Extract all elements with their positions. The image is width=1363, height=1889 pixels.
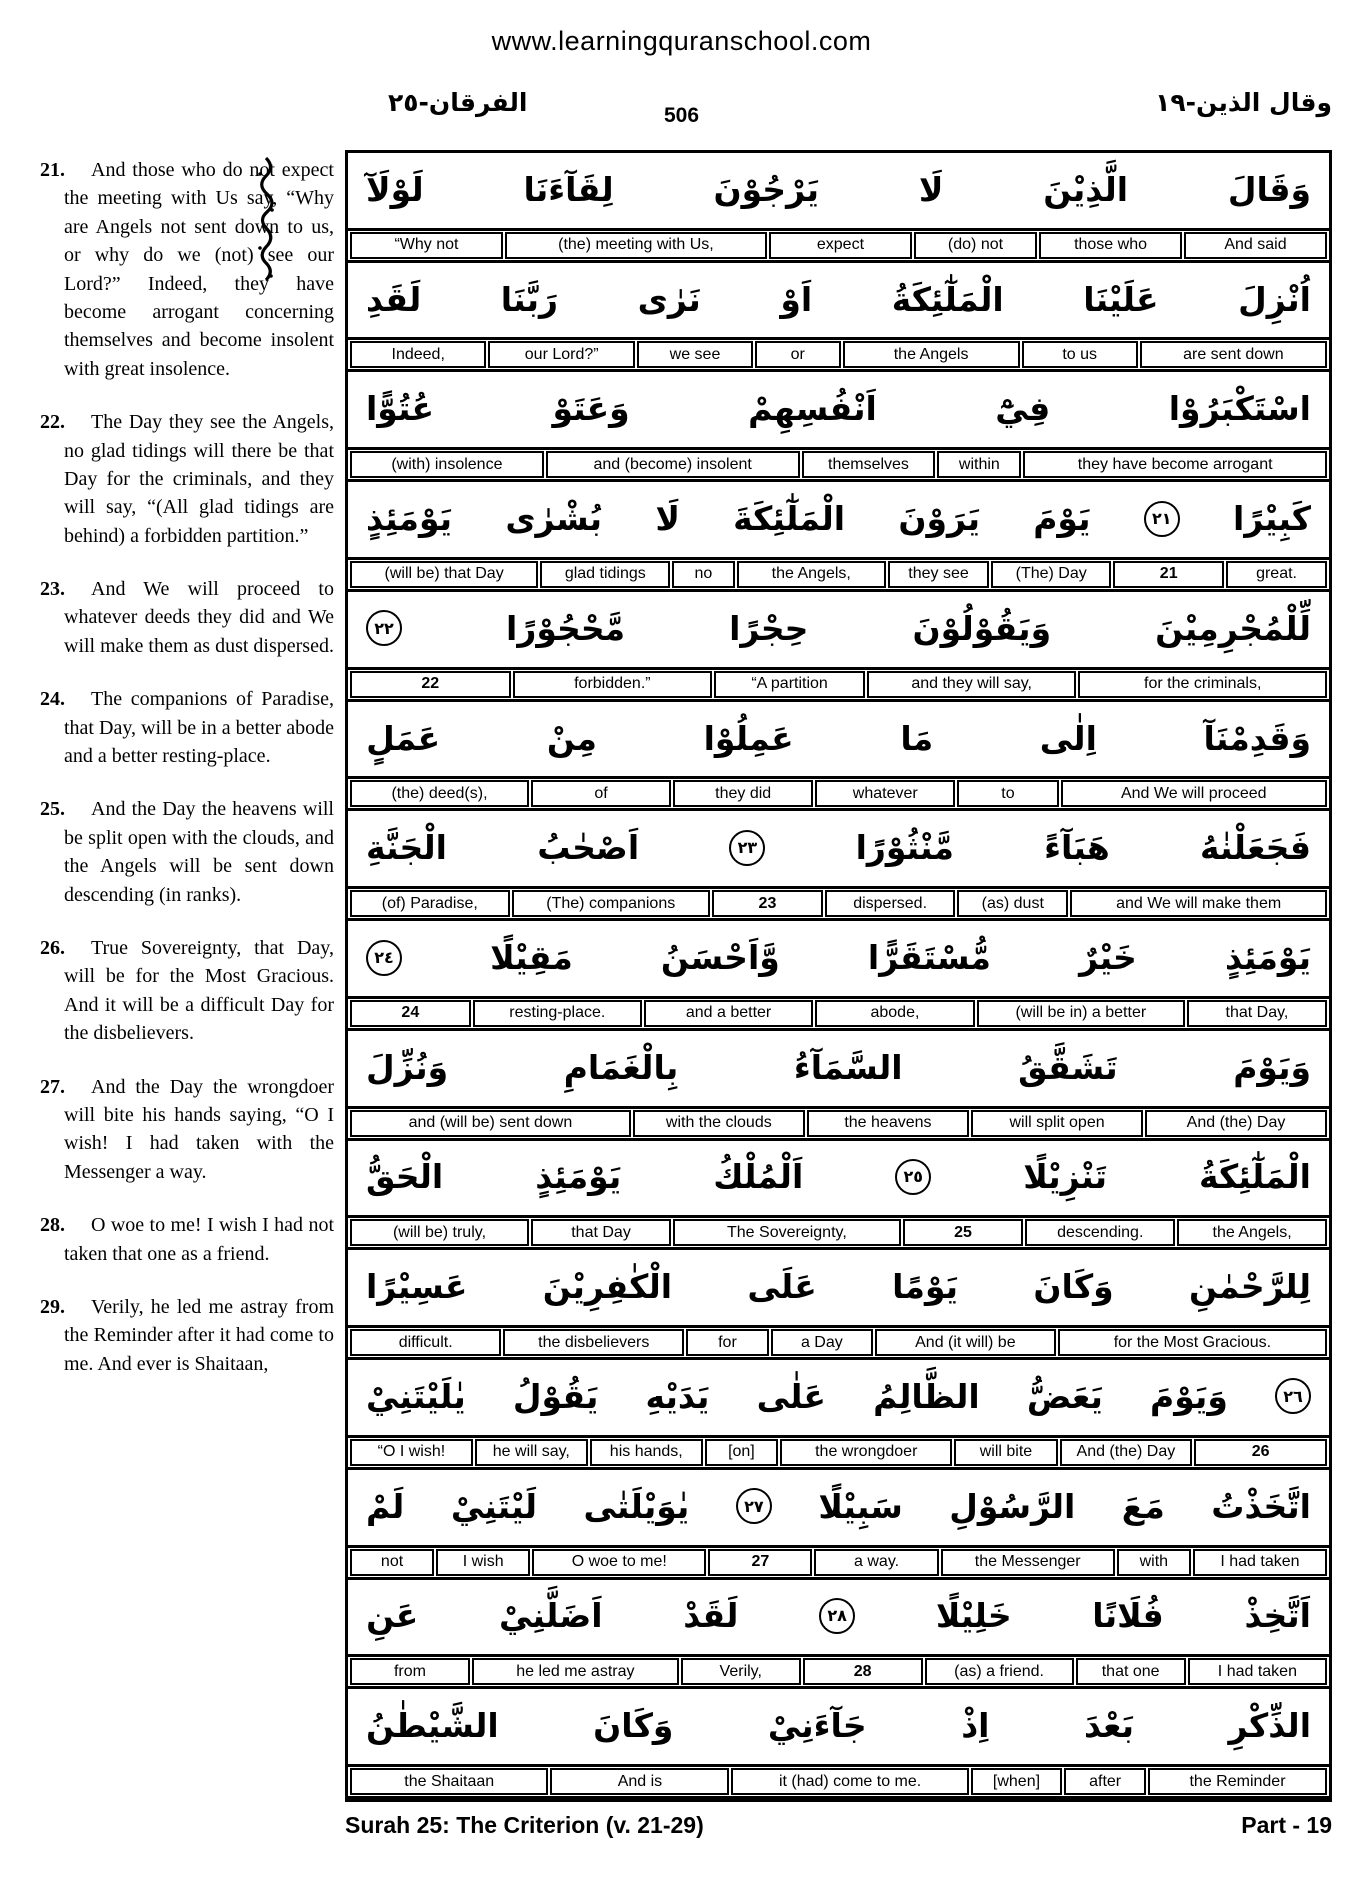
- translation-cell: are sent down: [1140, 341, 1327, 368]
- translation-strip: [348, 1545, 1329, 1580]
- translation-cell: “O I wish!: [350, 1439, 473, 1466]
- translation-cell: and We will make them: [1070, 890, 1327, 917]
- translation-strip: [348, 1764, 1329, 1799]
- translation-cell: those who: [1039, 232, 1182, 259]
- translation-cell: resting-place.: [473, 1000, 642, 1027]
- arabic-line: [348, 1031, 1329, 1106]
- arabic-line: [348, 702, 1329, 777]
- quran-row: [348, 1141, 1329, 1251]
- arabic-word: خَيْرٌ: [1079, 938, 1137, 977]
- verse-number: 23.: [40, 578, 65, 601]
- translation-cell: (the) deed(s),: [350, 780, 529, 807]
- arabic-line: [348, 592, 1329, 667]
- arabic-word: فُلَانًا: [1092, 1596, 1164, 1636]
- translation-cell: (will be) that Day: [350, 561, 538, 588]
- verse-translation: 26. True Sovereignty, that Day, will be for the Most Gracious. And it will be a difficult Day for the disbelievers.: [40, 936, 334, 1045]
- translation-strip: [348, 1435, 1329, 1470]
- footer-part-number: Part - 19: [1241, 1812, 1332, 1838]
- quran-row: [348, 1250, 1329, 1360]
- arabic-line: [348, 1470, 1329, 1545]
- arabic-word: مَعَ: [1121, 1486, 1165, 1526]
- arabic-word: لَقَدْ: [683, 1596, 739, 1636]
- arabic-word: وَقَالَ: [1227, 169, 1311, 209]
- arabic-word: لِّلْمُجْرِمِيْنَ: [1155, 608, 1311, 648]
- verse-number: 22.: [40, 411, 65, 434]
- arabic-word: عُتُوًّا: [366, 389, 435, 429]
- translation-strip: [348, 886, 1329, 921]
- quran-word-table: [345, 150, 1332, 1802]
- arabic-word: الرَّسُوْلِ: [949, 1486, 1076, 1526]
- translation-strip: [348, 447, 1329, 482]
- translation-cell: his hands,: [590, 1439, 703, 1466]
- arabic-line: [348, 1250, 1329, 1325]
- arabic-word: عَسِيْرًا: [366, 1267, 468, 1307]
- arabic-word: يَدَيْهِ: [645, 1376, 710, 1416]
- quran-row: [348, 372, 1329, 482]
- translation-cell: 21: [1113, 561, 1224, 588]
- ayah-number-badge: ٢٨: [819, 1598, 855, 1634]
- arabic-word: عَمِلُوْا: [703, 718, 794, 758]
- translation-cell: great.: [1226, 561, 1327, 588]
- translation-cell: [when]: [971, 1768, 1063, 1795]
- translation-strip: [348, 1215, 1329, 1250]
- arabic-word: مَا: [900, 718, 934, 758]
- translation-cell: O woe to me!: [532, 1549, 706, 1576]
- quran-row: [348, 702, 1329, 812]
- page-number: 506: [663, 104, 700, 127]
- translation-cell: Verily,: [681, 1658, 801, 1685]
- arabic-word: رَبَّنَا: [500, 279, 559, 319]
- quran-row: [348, 1580, 1329, 1690]
- arabic-word: اسْتَكْبَرُوْا: [1168, 389, 1311, 429]
- arabic-word: اَنْفُسِهِمْ: [748, 389, 877, 429]
- translation-cell: the heavens: [807, 1110, 969, 1137]
- translation-cell: “A partition: [714, 671, 865, 698]
- translation-cell: And (it will) be: [875, 1329, 1056, 1356]
- quran-row: [348, 811, 1329, 921]
- arabic-word: اَوْ: [780, 279, 813, 319]
- translation-cell: within: [937, 451, 1021, 478]
- translation-cell: for: [686, 1329, 769, 1356]
- arabic-word: وَقَدِمْنَآ: [1203, 718, 1311, 758]
- translation-cell: will bite: [954, 1439, 1057, 1466]
- arabic-word: خَلِيْلًا: [935, 1596, 1012, 1636]
- arabic-line: [348, 921, 1329, 996]
- arabic-word: كَبِيْرًا: [1233, 499, 1311, 539]
- arabic-word: وَكَانَ: [1033, 1267, 1114, 1307]
- arabic-word: الشَّيْطٰنُ: [366, 1706, 499, 1746]
- translation-cell: they did: [673, 780, 813, 807]
- verse-translation: 29. Verily, he led me astray from the Reminder after it had come to me. And ever is Shaitaan,: [40, 1295, 334, 1375]
- translation-cell: they see: [888, 561, 989, 588]
- translation-cell: (The) Day: [991, 561, 1111, 588]
- translation-cell: And (the) Day: [1060, 1439, 1193, 1466]
- arabic-word: يَرَوْنَ: [898, 499, 980, 539]
- arabic-word: السَّمَآءُ: [793, 1047, 903, 1087]
- verse-number: 29.: [40, 1295, 65, 1318]
- translation-cell: the Angels: [843, 341, 1020, 368]
- quran-row: [348, 1470, 1329, 1580]
- translation-cell: and a better: [644, 1000, 813, 1027]
- translation-cell: whatever: [815, 780, 955, 807]
- arabic-word: يَقُوْلُ: [512, 1376, 599, 1416]
- ayah-number-badge: ٢٦: [1275, 1378, 1311, 1414]
- translation-cell: The Sovereignty,: [673, 1219, 901, 1246]
- translation-cell: I wish: [436, 1549, 530, 1576]
- arabic-word: الذِّكْرِ: [1228, 1706, 1311, 1746]
- translation-cell: I had taken: [1188, 1658, 1327, 1685]
- translation-cell: and (become) insolent: [546, 451, 800, 478]
- translation-cell: difficult.: [350, 1329, 501, 1356]
- translation-cell: not: [350, 1549, 434, 1576]
- surah-header-arabic: الفرقان-٢٥: [388, 88, 528, 117]
- verse-translation: 25. And the Day the heavens will be split open with the clouds, and the Angels will be sent down descending (in ranks).: [40, 798, 334, 906]
- arabic-word: وَيَوْمَ: [1150, 1376, 1228, 1416]
- arabic-word: لَوْلَآ: [366, 169, 424, 209]
- translation-cell: the Angels,: [1177, 1219, 1327, 1246]
- arabic-word: وَّاَحْسَنُ: [660, 938, 780, 977]
- arabic-word: تَشَقَّقُ: [1018, 1047, 1118, 1087]
- translation-cell: the wrongdoer: [780, 1439, 952, 1466]
- arabic-word: لَيْتَنِيْ: [450, 1486, 538, 1526]
- arabic-word: اَصْحٰبُ: [537, 828, 640, 868]
- arabic-line: [348, 811, 1329, 886]
- translation-cell: 22: [350, 671, 511, 698]
- arabic-word: لَقَدِ: [366, 279, 422, 319]
- translation-cell: with: [1117, 1549, 1191, 1576]
- translation-cell: 23: [712, 890, 823, 917]
- arabic-word: مِنْ: [546, 718, 597, 758]
- translation-cell: to: [957, 780, 1058, 807]
- translation-cell: I had taken: [1193, 1549, 1327, 1576]
- verse-translation: 27. And the Day the wrongdoer will bite his hands saying, “O I wish! I had taken with the Messenger a way.: [40, 1075, 334, 1183]
- translation-cell: the disbelievers: [503, 1329, 684, 1356]
- juz-header-arabic: وقال الذين-١٩: [1155, 88, 1332, 117]
- translation-cell: And We will proceed: [1061, 780, 1327, 807]
- translation-cell: descending.: [1025, 1219, 1175, 1246]
- arabic-word: مُّسْتَقَرًّا: [867, 938, 991, 977]
- arabic-word: لَا: [655, 499, 680, 539]
- arabic-word: عَنِ: [366, 1596, 419, 1636]
- verse-number: 24.: [40, 688, 65, 711]
- translation-cell: or: [755, 341, 840, 368]
- translation-cell: dispersed.: [825, 890, 955, 917]
- translation-strip: [348, 228, 1329, 263]
- translation-cell: 24: [350, 1000, 471, 1027]
- arabic-word: الْمَلٰٓئِكَةَ: [733, 499, 846, 539]
- translation-cell: we see: [637, 341, 753, 368]
- arabic-line: [348, 1141, 1329, 1216]
- verse-number: 26.: [40, 936, 65, 959]
- verse-number: 21.: [40, 159, 65, 181]
- arabic-word: الْجَنَّةِ: [366, 828, 447, 868]
- arabic-word: بُشْرٰى: [505, 499, 603, 539]
- arabic-line: [348, 1689, 1329, 1764]
- arabic-word: تَنْزِيْلًا: [1023, 1157, 1108, 1197]
- arabic-line: [348, 372, 1329, 447]
- arabic-word: وَيَقُوْلُوْنَ: [912, 608, 1052, 648]
- quran-row: [348, 1360, 1329, 1470]
- translation-cell: our Lord?”: [488, 341, 635, 368]
- quran-row: [348, 263, 1329, 373]
- arabic-line: [348, 263, 1329, 338]
- arabic-word: يٰوَيْلَتٰى: [583, 1486, 690, 1526]
- translation-strip: [348, 1106, 1329, 1141]
- verse-number: 25.: [40, 798, 65, 821]
- translation-strip: [348, 667, 1329, 702]
- translation-strip: [348, 996, 1329, 1031]
- arabic-word: يَوْمًا: [892, 1267, 959, 1307]
- arabic-word: مَقِيْلًا: [490, 938, 573, 977]
- translation-cell: And is: [550, 1768, 729, 1795]
- translation-cell: it (had) come to me.: [731, 1768, 968, 1795]
- arabic-word: يٰلَيْتَنِيْ: [366, 1376, 466, 1416]
- ayah-number-badge: ٢٣: [729, 830, 765, 866]
- arabic-word: الْحَقُّ: [366, 1157, 444, 1197]
- translation-strip: [348, 1654, 1329, 1689]
- ayah-number-badge: ٢٧: [736, 1488, 772, 1524]
- arabic-word: لَا: [918, 169, 944, 209]
- translation-cell: the Reminder: [1148, 1768, 1327, 1795]
- translation-cell: 25: [903, 1219, 1024, 1246]
- translation-cell: (of) Paradise,: [350, 890, 510, 917]
- arabic-word: اَتَّخِذْ: [1244, 1596, 1311, 1636]
- arabic-word: الظَّالِمُ: [873, 1376, 980, 1416]
- footer-surah-title: Surah 25: The Criterion (v. 21-29): [345, 1812, 704, 1838]
- arabic-word: نَرٰى: [637, 279, 701, 319]
- translation-strip: [348, 1325, 1329, 1360]
- arabic-word: وَنُزِّلَ: [366, 1047, 449, 1087]
- arabic-word: عَلَى: [747, 1267, 817, 1307]
- translation-cell: (will be) truly,: [350, 1219, 529, 1246]
- translation-cell: Indeed,: [350, 341, 486, 368]
- arabic-word: اُنْزِلَ: [1238, 279, 1311, 319]
- arabic-line: [348, 153, 1329, 228]
- arabic-line: [348, 482, 1329, 557]
- arabic-word: الْمَلٰٓئِكَةُ: [891, 279, 1004, 319]
- translation-strip: [348, 337, 1329, 372]
- arabic-word: عَلَيْنَا: [1083, 279, 1159, 319]
- translation-cell: (the) meeting with Us,: [505, 232, 767, 259]
- translation-cell: forbidden.”: [513, 671, 713, 698]
- translation-cell: 26: [1194, 1439, 1327, 1466]
- translation-cell: that Day: [531, 1219, 671, 1246]
- arabic-word: يَوْمَئِذٍ: [366, 499, 453, 539]
- arabic-line: [348, 1580, 1329, 1655]
- verse-translation: 24. The companions of Paradise, that Day, will be in a better abode and a better resting-place.: [40, 688, 334, 768]
- verse-translation: 21. And those who do not expect the meeting with Us say, “Why are Angels not sent down to us, or why do we (not) see our Lord?” Indeed, they have become arrogant concerning themselves and become insolent with great insolence.: [40, 159, 334, 380]
- translation-cell: (do) not: [914, 232, 1037, 259]
- translation-cell: from: [350, 1658, 470, 1685]
- translation-cell: the Messenger: [941, 1549, 1115, 1576]
- translation-strip: [348, 557, 1329, 592]
- verse-number: 28.: [40, 1214, 65, 1237]
- translation-cell: that Day,: [1187, 1000, 1327, 1027]
- translation-cell: expect: [769, 232, 912, 259]
- translation-cell: (with) insolence: [350, 451, 544, 478]
- translation-cell: (as) a friend.: [925, 1658, 1074, 1685]
- arabic-line: [348, 1360, 1329, 1435]
- ayah-number-badge: ٢٥: [895, 1159, 931, 1195]
- arabic-word: جَآءَنِيْ: [767, 1706, 867, 1746]
- arabic-word: عَمَلٍ: [366, 718, 441, 758]
- quran-row: [348, 1689, 1329, 1799]
- arabic-word: مَّحْجُوْرًا: [506, 608, 626, 648]
- arabic-word: فَجَعَلْنٰهُ: [1200, 828, 1311, 868]
- arabic-word: اِذْ: [961, 1706, 990, 1746]
- quran-row: [348, 592, 1329, 702]
- arabic-word: يَوْمَ: [1033, 499, 1091, 539]
- ayah-number-badge: ٢١: [1144, 501, 1180, 537]
- verse-translation: 28. O woe to me! I wish I had not taken that one as a friend.: [40, 1214, 334, 1265]
- verse-number: 27.: [40, 1075, 65, 1098]
- arabic-word: مَّنْثُوْرًا: [855, 828, 954, 868]
- arabic-word: حِجْرًا: [729, 608, 809, 648]
- arabic-word: عَلٰى: [756, 1376, 826, 1416]
- translation-cell: (The) companions: [512, 890, 710, 917]
- arabic-word: هَبَآءً: [1044, 828, 1110, 868]
- translation-cell: (will be in) a better: [977, 1000, 1185, 1027]
- quran-row: [348, 921, 1329, 1031]
- translation-cell: he led me astray: [472, 1658, 679, 1685]
- arabic-word: وَعَتَوْ: [552, 389, 630, 429]
- arabic-word: الْمَلٰٓئِكَةُ: [1199, 1157, 1311, 1197]
- arabic-word: اَضَلَّنِيْ: [499, 1596, 603, 1636]
- translation-cell: the Shaitaan: [350, 1768, 548, 1795]
- translation-cell: [on]: [705, 1439, 778, 1466]
- translation-cell: “Why not: [350, 232, 503, 259]
- translation-cell: for the Most Gracious.: [1058, 1329, 1327, 1356]
- translation-cell: they have become arrogant: [1023, 451, 1327, 478]
- arabic-word: بَعْدَ: [1083, 1706, 1135, 1746]
- arabic-word: لَمْ: [366, 1486, 405, 1526]
- verse-translation: 22. The Day they see the Angels, no glad tidings will there be that Day for the criminals, and they will say, “(All glad tidings are behind) a forbidden partition.”: [40, 411, 334, 547]
- arabic-word: الْكٰفِرِيْنَ: [542, 1267, 673, 1307]
- arabic-word: يَعَضُّ: [1026, 1376, 1103, 1416]
- quran-row: [348, 1031, 1329, 1141]
- arabic-word: اِلٰى: [1039, 718, 1097, 758]
- quran-row: [348, 482, 1329, 592]
- arabic-word: يَوْمَئِذٍ: [1224, 938, 1311, 977]
- translation-cell: abode,: [815, 1000, 975, 1027]
- translation-cell: to us: [1022, 341, 1138, 368]
- translation-cell: 27: [708, 1549, 812, 1576]
- translation-cell: after: [1064, 1768, 1146, 1795]
- translation-cell: that one: [1076, 1658, 1186, 1685]
- translation-cell: the Angels,: [737, 561, 886, 588]
- translation-cell: (as) dust: [957, 890, 1068, 917]
- arabic-word: لِقَآءَنَا: [523, 169, 614, 209]
- arabic-word: لِلرَّحْمٰنِ: [1189, 1267, 1311, 1307]
- arabic-word: الَّذِيْنَ: [1043, 169, 1129, 209]
- arabic-word: يَرْجُوْنَ: [713, 169, 820, 209]
- translation-strip: [348, 776, 1329, 811]
- translation-cell: glad tidings: [540, 561, 670, 588]
- translation-cell: 28: [803, 1658, 923, 1685]
- translation-cell: for the criminals,: [1078, 671, 1327, 698]
- arabic-word: فِيْٓ: [995, 389, 1051, 429]
- translation-sidebar: [40, 156, 334, 1403]
- translation-cell: themselves: [802, 451, 936, 478]
- arabic-word: يَوْمَئِذٍ: [535, 1157, 622, 1197]
- arabic-word: اَلْمُلْكُ: [713, 1157, 804, 1197]
- arabic-word: وَيَوْمَ: [1233, 1047, 1311, 1087]
- translation-cell: and (will be) sent down: [350, 1110, 631, 1137]
- ayah-number-badge: ٢٢: [366, 610, 402, 646]
- arabic-word: وَكَانَ: [593, 1706, 674, 1746]
- translation-cell: of: [531, 780, 671, 807]
- translation-cell: and they will say,: [867, 671, 1076, 698]
- quran-row: [348, 153, 1329, 263]
- ayah-number-badge: ٢٤: [366, 940, 402, 976]
- translation-cell: he will say,: [475, 1439, 588, 1466]
- translation-cell: will split open: [971, 1110, 1143, 1137]
- translation-cell: a Day: [771, 1329, 873, 1356]
- translation-cell: no: [672, 561, 734, 588]
- arabic-word: بِالْغَمَامِ: [563, 1047, 679, 1087]
- arabic-word: اتَّخَذْتُ: [1211, 1486, 1311, 1526]
- translation-cell: And (the) Day: [1145, 1110, 1327, 1137]
- translation-cell: And said: [1184, 232, 1327, 259]
- translation-cell: with the clouds: [633, 1110, 805, 1137]
- site-url: www.learningquranschool.com: [491, 26, 872, 56]
- arabic-word: سَبِيْلًا: [818, 1486, 903, 1526]
- verse-translation: 23. And We will proceed to whatever deeds they did and We will make them as dust dispersed.: [40, 578, 334, 657]
- translation-cell: a way.: [814, 1549, 938, 1576]
